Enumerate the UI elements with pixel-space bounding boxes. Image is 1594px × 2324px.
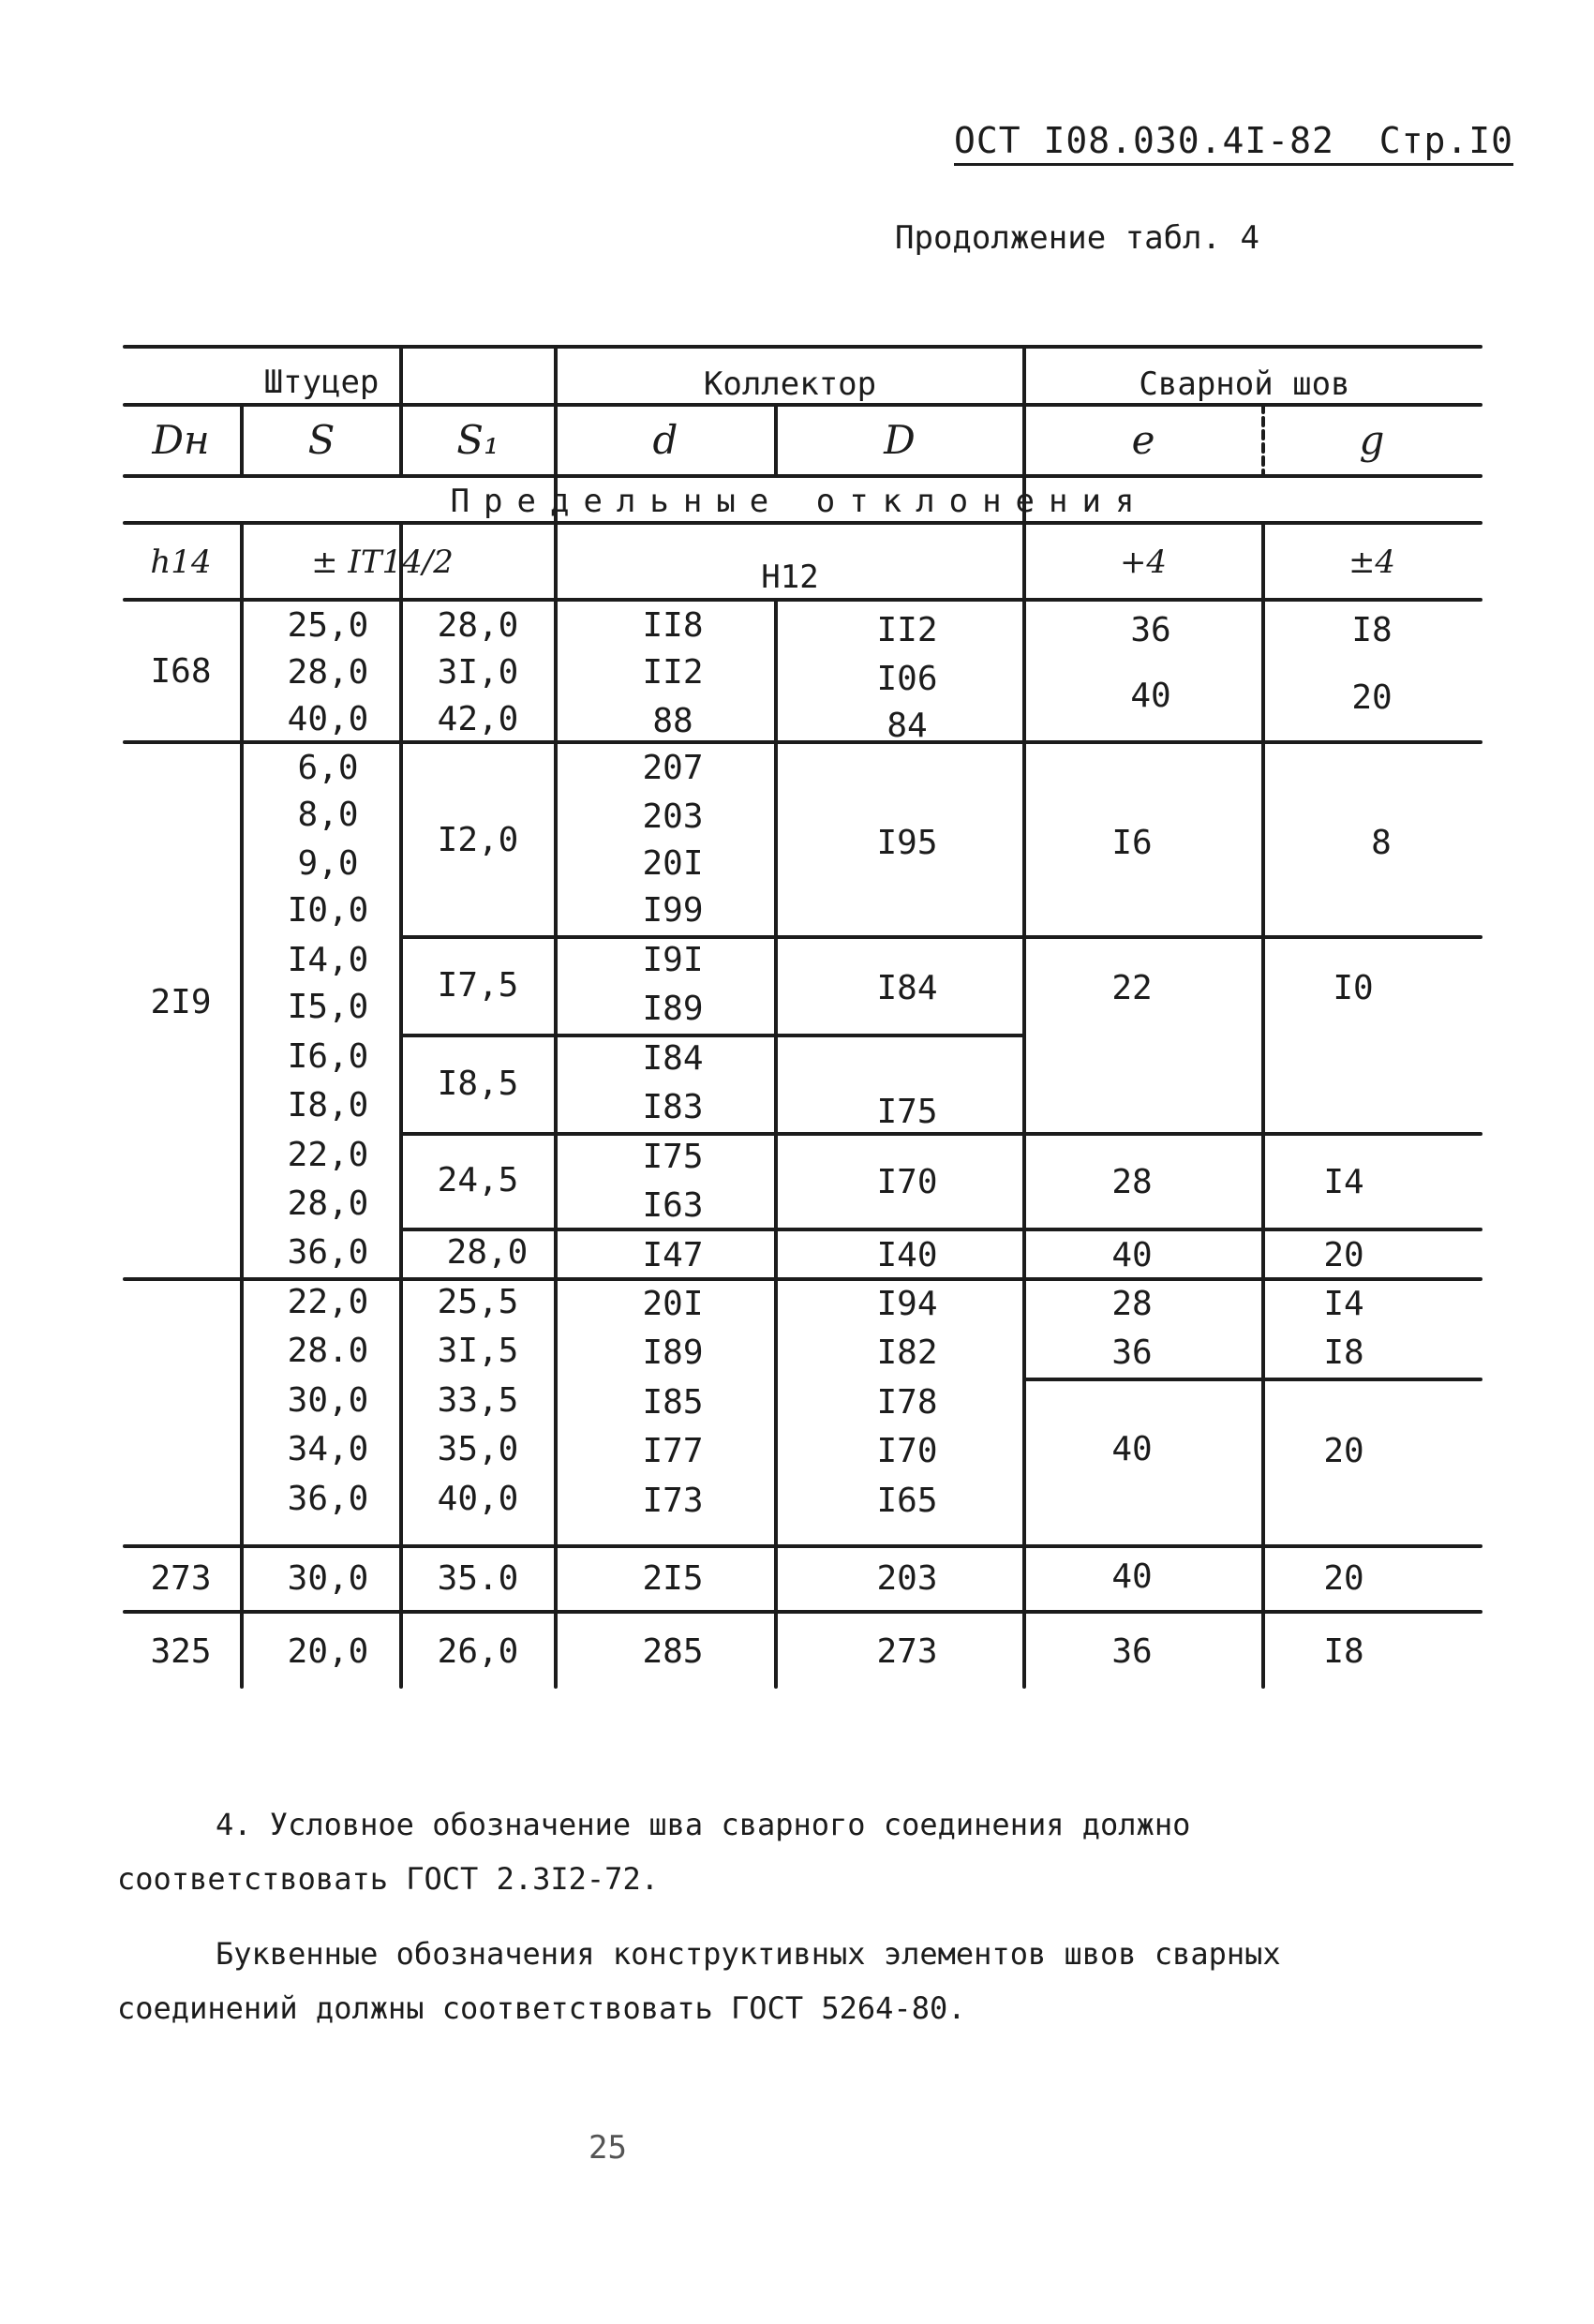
d-cell: II8	[642, 606, 704, 645]
notes-section	[117, 1797, 1429, 2056]
d-cell: 207	[642, 749, 704, 787]
g-cell: I0	[1333, 969, 1374, 1007]
s1-cell: 42,0	[437, 700, 519, 738]
D-cell: I75	[876, 1093, 938, 1131]
g-cell: I4	[1323, 1163, 1364, 1201]
s1-cell: 3I,0	[437, 653, 519, 692]
weld-header: Сварной шов	[1139, 365, 1350, 403]
s1-cell: I2,0	[437, 821, 519, 859]
symbol-e: e	[1131, 417, 1155, 463]
e-cell: 40	[1130, 677, 1171, 715]
D-cell: I40	[876, 1236, 938, 1274]
g-cell: I8	[1351, 611, 1393, 649]
s1-cell: 35.0	[437, 1559, 519, 1598]
d-cell: 20I	[642, 1285, 704, 1323]
document-header	[954, 120, 1513, 166]
note-paragraph: 4. Условное обозначение шва сварного соединения должно соответствовать ГОСТ 2.3I2-72.	[117, 1807, 1191, 1897]
e-cell: 40	[1111, 1236, 1153, 1274]
d-cell: 2I5	[642, 1559, 704, 1598]
d-cell: I47	[642, 1236, 704, 1274]
page-label: Стр.I0	[1378, 120, 1513, 161]
s1-cell: 28,0	[446, 1233, 529, 1272]
page-number: 25	[588, 2129, 627, 2167]
D-cell: 203	[876, 1559, 938, 1598]
s1-cell: 35,0	[437, 1430, 519, 1468]
g-cell: 20	[1323, 1559, 1364, 1598]
s1-cell: 40,0	[437, 1480, 519, 1518]
s1-cell: 25,5	[437, 1283, 519, 1321]
e-cell: 36	[1111, 1632, 1153, 1671]
g-cell: 8	[1371, 824, 1392, 862]
D-cell: 273	[876, 1632, 938, 1671]
g-cell: I4	[1323, 1285, 1364, 1323]
d-cell: I77	[642, 1432, 704, 1470]
D-cell: I78	[876, 1383, 938, 1422]
d-cell: I99	[642, 891, 704, 930]
D-cell: I06	[876, 660, 938, 698]
D-cell: I84	[876, 969, 938, 1007]
s-cell: 34,0	[287, 1430, 369, 1468]
g-cell: 20	[1323, 1432, 1364, 1470]
s1-cell: 3I,5	[437, 1332, 519, 1370]
s-cell: 28,0	[287, 653, 369, 692]
d-cell: I83	[642, 1088, 704, 1126]
s-cell: 36,0	[287, 1480, 369, 1518]
g-cell: 20	[1323, 1236, 1364, 1274]
e-cell: 40	[1111, 1430, 1153, 1468]
e-cell: 28	[1111, 1163, 1153, 1201]
tolerance-title: Предельные отклонения	[450, 483, 1149, 520]
symbol-dn: Dн	[152, 417, 210, 463]
s1-cell: 33,5	[437, 1381, 519, 1420]
tolerance-g: ±4	[1348, 544, 1396, 581]
s1-cell: 28,0	[437, 606, 519, 645]
s-cell: 28.0	[287, 1332, 369, 1370]
g-cell: 20	[1351, 678, 1393, 717]
s-cell: 9,0	[297, 844, 359, 883]
d-cell: I73	[642, 1482, 704, 1520]
D-cell: I70	[876, 1163, 938, 1201]
doc-code: ОСТ I08.030.4I-82	[954, 120, 1334, 161]
s-cell: 40,0	[287, 700, 369, 738]
D-cell: I65	[876, 1482, 938, 1520]
s-cell: I8,0	[287, 1086, 369, 1125]
d-cell: II2	[642, 653, 704, 692]
s-cell: I0,0	[287, 891, 369, 930]
symbol-s1: S₁	[456, 417, 499, 463]
table-caption: Продолжение табл. 4	[895, 219, 1259, 257]
d-cell: 285	[642, 1632, 704, 1671]
s1-cell: 24,5	[437, 1161, 519, 1199]
e-cell: 36	[1130, 611, 1171, 649]
d-cell: I89	[642, 990, 704, 1028]
g-cell: I8	[1323, 1333, 1364, 1372]
d-cell: I89	[642, 1333, 704, 1372]
D-cell: II2	[876, 611, 938, 649]
tolerance-collector: H12	[761, 559, 819, 596]
fitting-header: Штуцер	[263, 364, 380, 401]
symbol-d: d	[652, 417, 678, 463]
s-cell: 6,0	[297, 749, 359, 787]
s-cell: 8,0	[297, 796, 359, 834]
s1-cell: I7,5	[437, 966, 519, 1005]
d-cell: I9I	[642, 941, 704, 979]
collector-header: Коллектор	[703, 365, 877, 403]
s-cell: 22,0	[287, 1136, 369, 1174]
s-cell: 30,0	[287, 1559, 369, 1598]
symbol-g: g	[1359, 417, 1385, 463]
dimensions-table	[120, 337, 1488, 1724]
s-cell: I6,0	[287, 1037, 369, 1076]
s-cell: 25,0	[287, 606, 369, 645]
note-paragraph: Буквенные обозначения конструктивных элементов швов сварных соединений должны соответствовать ГОСТ 5264-80.	[117, 1936, 1281, 2026]
tolerance-dn: h14	[150, 544, 212, 581]
D-cell: 84	[886, 707, 928, 745]
dn-cell: 273	[150, 1559, 212, 1598]
symbol-s: S	[307, 417, 335, 463]
g-cell: I8	[1323, 1632, 1364, 1671]
s-cell: I5,0	[287, 988, 369, 1026]
e-cell: 40	[1111, 1557, 1153, 1596]
d-cell: 20I	[642, 844, 704, 883]
d-cell: 88	[652, 702, 693, 740]
D-cell: I95	[876, 824, 938, 862]
s-cell: 22,0	[287, 1283, 369, 1321]
s-cell: 36,0	[287, 1233, 369, 1272]
D-cell: I82	[876, 1333, 938, 1372]
D-cell: I70	[876, 1432, 938, 1470]
e-cell: 36	[1111, 1333, 1153, 1372]
s1-cell: 26,0	[437, 1632, 519, 1671]
e-cell: 22	[1111, 969, 1153, 1007]
s-cell: I4,0	[287, 941, 369, 979]
tolerance-s: ± IT14/2	[311, 544, 454, 581]
tolerance-e: +4	[1119, 544, 1168, 581]
dn-cell: 325	[150, 1632, 212, 1671]
e-cell: I6	[1111, 824, 1153, 862]
dn-cell: 2I9	[150, 983, 212, 1021]
d-cell: 203	[642, 797, 704, 836]
d-cell: I75	[642, 1138, 704, 1176]
symbol-D: D	[884, 417, 916, 463]
s-cell: 30,0	[287, 1381, 369, 1420]
s1-cell: I8,5	[437, 1065, 519, 1103]
e-cell: 28	[1111, 1285, 1153, 1323]
d-cell: I63	[642, 1186, 704, 1225]
D-cell: I94	[876, 1285, 938, 1323]
d-cell: I85	[642, 1383, 704, 1422]
dn-cell: I68	[150, 652, 212, 691]
s-cell: 28,0	[287, 1184, 369, 1223]
s-cell: 20,0	[287, 1632, 369, 1671]
d-cell: I84	[642, 1039, 704, 1078]
